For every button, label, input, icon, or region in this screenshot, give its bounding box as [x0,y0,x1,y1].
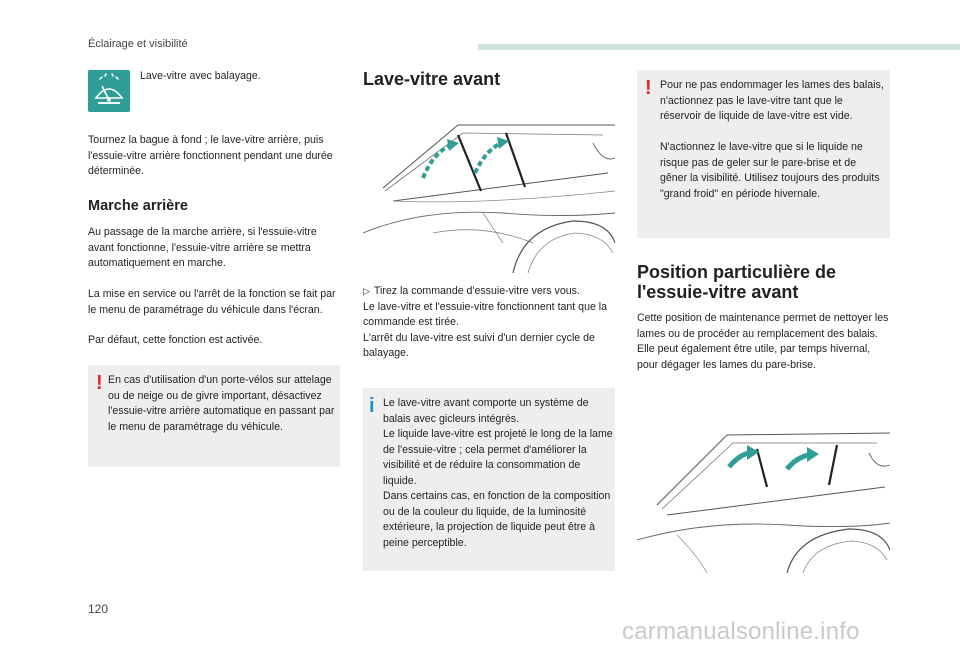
info-box-front [363,388,615,571]
info-text-2: Le liquide lave-vitre est projeté le long de la lame de l'essuie-vitre ; cela permet d'améliorer la visibilité et de réduire la consommation de liquide. [383,428,613,487]
washer-caption: Lave-vitre avec balayage. [140,70,261,82]
section-title: Éclairage et visibilité [88,38,188,50]
page-number: 120 [88,602,109,616]
front-washer-instructions [363,284,618,362]
front-washer-illustration [363,113,615,273]
reverse-default-text: Par défaut, cette fonction est activée. [88,334,263,346]
warning-text-2: N'actionnez le lave-vitre que si le liquide ne risque pas de geler sur le pare-brise et de gêner la visibilité. Utilisez toujours des produits "grand froid" en période hivernale. [660,141,880,200]
info-text-3: Dans certains cas, en fonction de la composition ou de la couleur du liquide, de la luminosité extérieure, la projection de liquide peut être à peine perceptible. [383,490,611,549]
warning-text: En cas d'utilisation d'un porte-vélos sur attelage ou de neige ou de givre important, désactivez l'essuie-vitre arrière automatique en passant par le menu de paramétrage du véhicule. [108,374,335,433]
warning-icon: ! [645,77,652,99]
front-washer-title: Lave-vitre avant [363,69,501,89]
warning-icon: ! [96,372,103,394]
maintenance-position-title: Position particulière de l'essuie-vitre avant [637,262,837,302]
instruction-line: ▷ Tirez la commande d'essuie-vitre vers vous. [363,285,580,297]
warning-box-front [637,70,890,238]
intro-text: Tournez la bague à fond ; le lave-vitre arrière, puis l'essuie-vitre arrière fonctionnent pendant une durée déterminée. [88,134,333,177]
reverse-gear-text: Au passage de la marche arrière, si l'essuie-vitre avant fonctionne, l'essuie-vitre arrière se mettra automatiquement en marche. [88,226,317,269]
header-bar [478,44,960,50]
info-icon: i [369,395,375,417]
info-text-1: Le lave-vitre avant comporte un système de balais avec gicleurs intégrés. [383,397,589,425]
maintenance-position-text: Cette position de maintenance permet de nettoyer les lames ou de procéder au remplacement des balais. Elle peut également être utile, par temps hivernal, pour dégager les lames du pare-brise. [637,312,889,371]
washer-wiper-icon [88,70,130,112]
warning-box-rear [88,365,340,467]
reverse-settings-text: La mise en service ou l'arrêt de la fonction se fait par le menu de paramétrage du véhicule dans l'écran. [88,288,336,316]
bullet-arrow-icon: ▷ [363,286,370,296]
instruction-final: L'arrêt du lave-vitre est suivi d'un dernier cycle de balayage. [363,331,595,359]
maintenance-illustration [637,425,890,573]
warning-text-1: Pour ne pas endommager les lames des balais, n'actionnez pas le lave-vitre tant que le réservoir de liquide de lave-vitre est vide. [660,79,884,122]
watermark: carmanualsonline.info [622,618,860,645]
instruction-text: Le lave-vitre et l'essuie-vitre fonctionnent tant que la commande est tirée. [363,300,608,328]
reverse-gear-title: Marche arrière [88,198,188,214]
